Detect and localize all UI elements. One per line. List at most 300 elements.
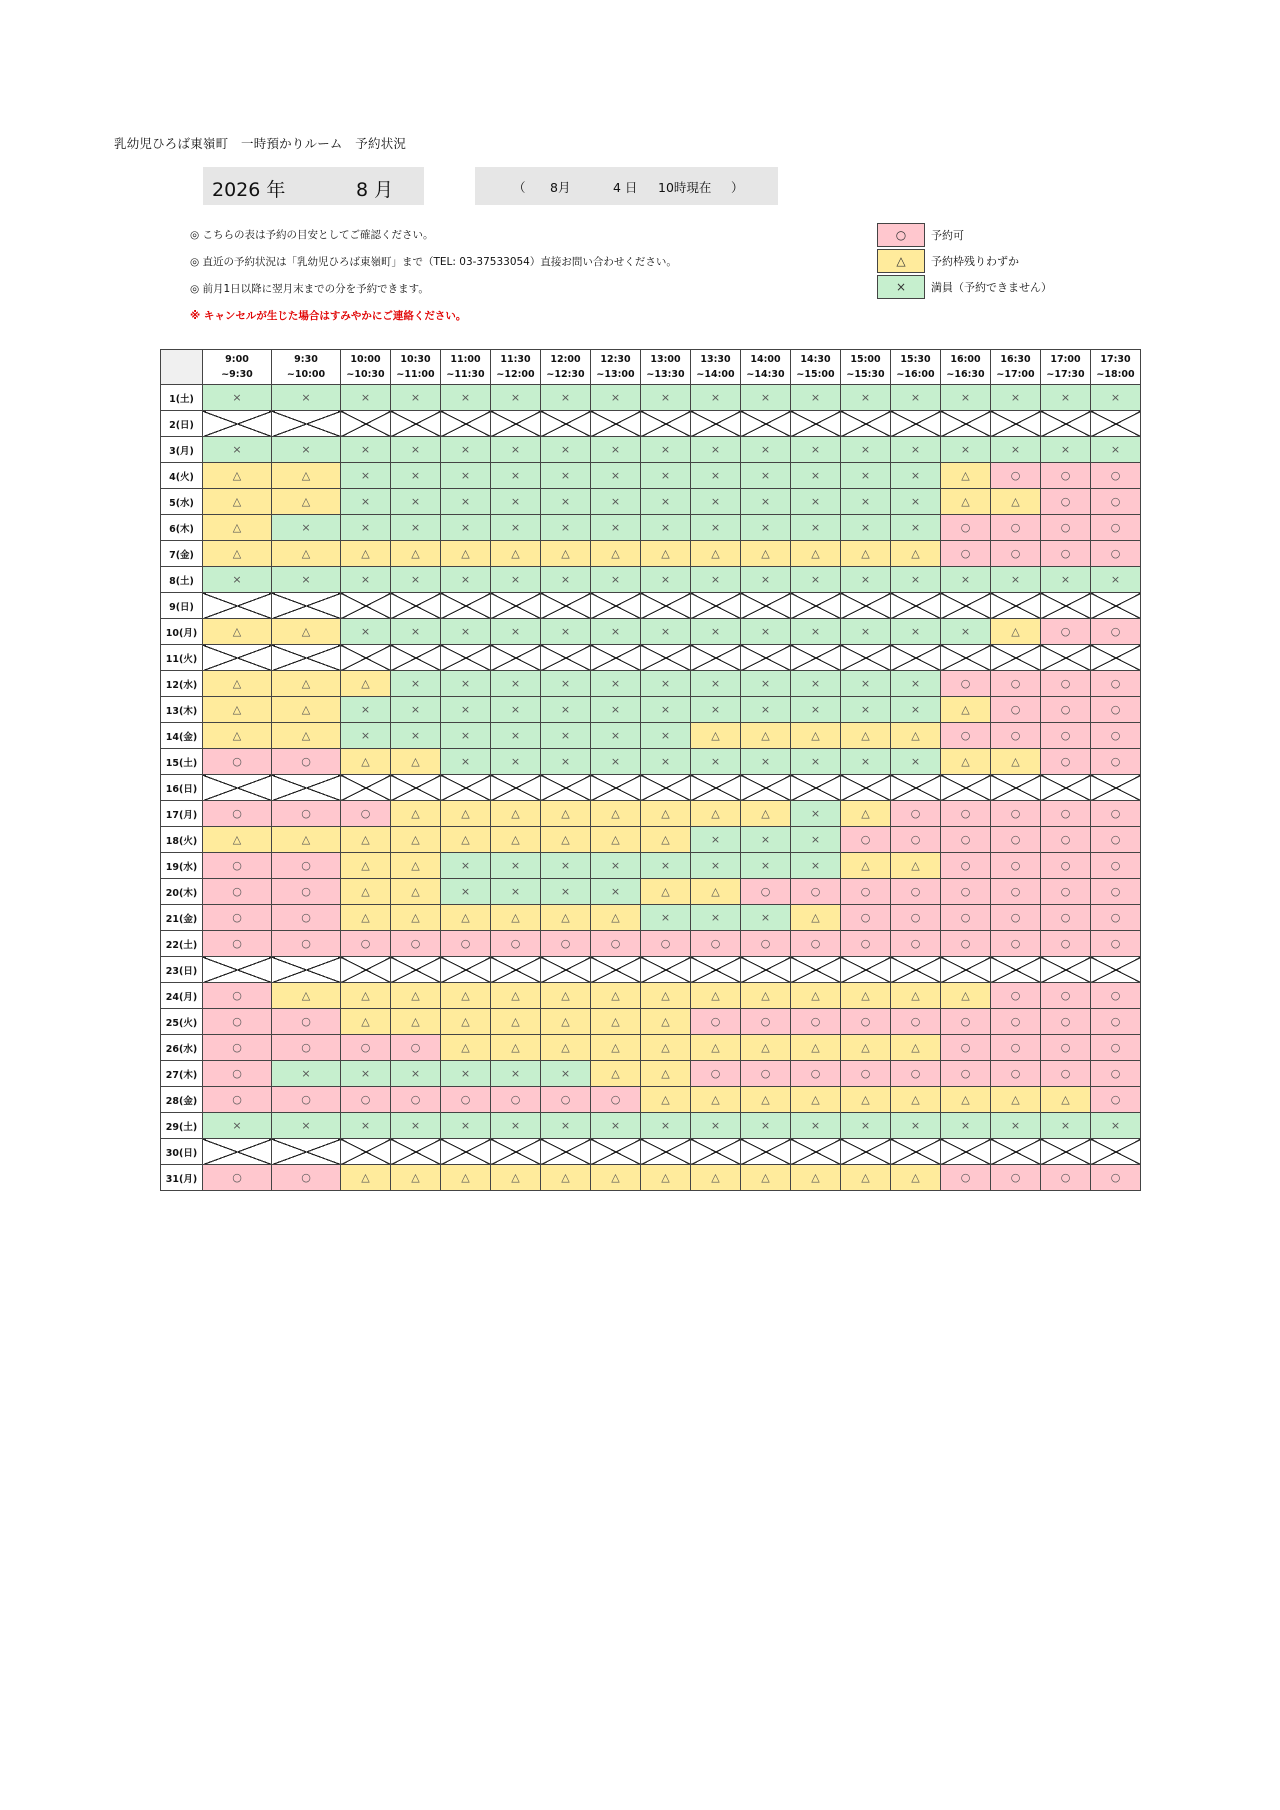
day-label: 20(木) (161, 879, 203, 905)
day-row (161, 593, 1141, 619)
closed-cell (741, 775, 791, 801)
time-slot-end: ~9:30 (221, 369, 253, 380)
day-label: 26(水) (161, 1035, 203, 1061)
status-cell: △ (441, 1035, 491, 1061)
status-cell: △ (341, 905, 391, 931)
status-cell: × (841, 463, 891, 489)
closed-cell (272, 593, 341, 619)
status-cell: △ (203, 463, 272, 489)
status-cell: △ (491, 983, 541, 1009)
status-cell: ○ (741, 1009, 791, 1035)
status-cell: × (541, 515, 591, 541)
closed-cell (691, 1139, 741, 1165)
status-cell: ○ (1091, 827, 1141, 853)
status-cell: ○ (591, 1087, 641, 1113)
status-cell: ○ (941, 1035, 991, 1061)
status-cell: × (491, 437, 541, 463)
status-cell: × (691, 463, 741, 489)
status-cell: △ (691, 983, 741, 1009)
time-slot-end: ~11:00 (396, 369, 435, 380)
status-cell: △ (941, 489, 991, 515)
closed-cell (891, 645, 941, 671)
status-cell: × (541, 463, 591, 489)
time-slot-end: ~13:30 (646, 369, 685, 380)
closed-cell (941, 411, 991, 437)
status-cell: ○ (1091, 489, 1141, 515)
day-row (161, 905, 1141, 931)
status-cell: △ (203, 619, 272, 645)
closed-cell (691, 775, 741, 801)
status-cell: × (341, 619, 391, 645)
status-cell: ○ (1091, 463, 1141, 489)
closed-cell (1091, 411, 1141, 437)
status-cell: ○ (991, 983, 1041, 1009)
status-cell: × (1091, 385, 1141, 411)
status-cell: × (741, 463, 791, 489)
closed-cell (591, 1139, 641, 1165)
status-cell: ○ (1091, 1035, 1141, 1061)
closed-cell (791, 411, 841, 437)
time-slot-header (991, 350, 1041, 385)
status-cell: △ (891, 723, 941, 749)
status-cell: ○ (641, 931, 691, 957)
closed-cell (1041, 411, 1091, 437)
status-cell: △ (541, 1165, 591, 1191)
status-cell: △ (391, 983, 441, 1009)
status-cell: ○ (203, 879, 272, 905)
status-cell: × (741, 515, 791, 541)
status-cell: × (491, 567, 541, 593)
status-cell: × (341, 723, 391, 749)
as-of-open-paren: （ (513, 180, 526, 195)
status-cell: ○ (1091, 515, 1141, 541)
status-cell: × (1091, 437, 1141, 463)
status-cell: △ (691, 1165, 741, 1191)
closed-cell (391, 775, 441, 801)
time-slot-start: 13:30 (700, 354, 731, 365)
legend-label-full: 満員（予約できません） (931, 281, 1052, 294)
status-cell: × (272, 437, 341, 463)
day-row (161, 437, 1141, 463)
status-cell: × (691, 905, 741, 931)
closed-cell (591, 775, 641, 801)
status-cell: × (391, 723, 441, 749)
time-slot-end: ~15:30 (846, 369, 885, 380)
status-cell: ○ (991, 1009, 1041, 1035)
status-cell: ○ (941, 671, 991, 697)
status-cell: ○ (491, 931, 541, 957)
year-label: 2026 年 (212, 179, 286, 201)
status-cell: △ (391, 879, 441, 905)
status-cell: × (272, 1061, 341, 1087)
status-cell: △ (391, 801, 441, 827)
status-cell: × (791, 515, 841, 541)
status-cell: ○ (203, 905, 272, 931)
closed-cell (203, 775, 272, 801)
time-slot-end: ~12:30 (546, 369, 585, 380)
time-slot-end: ~16:00 (896, 369, 935, 380)
status-cell: × (991, 437, 1041, 463)
closed-cell (891, 411, 941, 437)
legend-swatch-few: △ (877, 249, 925, 273)
status-cell: ○ (1041, 931, 1091, 957)
closed-cell (491, 957, 541, 983)
status-cell: × (441, 437, 491, 463)
closed-cell (203, 1139, 272, 1165)
note-cancel-warning: ※ キャンセルが生じた場合はすみやかにご連絡ください。 (190, 310, 467, 322)
day-row (161, 1139, 1141, 1165)
time-slot-header (791, 350, 841, 385)
closed-cell (741, 957, 791, 983)
closed-cell (272, 775, 341, 801)
status-cell: △ (441, 983, 491, 1009)
status-cell: × (691, 619, 741, 645)
status-cell: × (441, 385, 491, 411)
status-cell: ○ (991, 671, 1041, 697)
status-cell: △ (591, 801, 641, 827)
status-cell: ○ (1041, 1061, 1091, 1087)
status-cell: ○ (1041, 515, 1091, 541)
status-cell: △ (341, 1009, 391, 1035)
as-of-box (475, 167, 778, 205)
status-cell: △ (641, 1009, 691, 1035)
status-cell: × (891, 437, 941, 463)
status-cell: △ (641, 1035, 691, 1061)
status-cell: △ (841, 1035, 891, 1061)
status-cell: ○ (272, 801, 341, 827)
closed-cell (441, 411, 491, 437)
status-cell: ○ (203, 931, 272, 957)
closed-cell (841, 411, 891, 437)
day-label: 13(木) (161, 697, 203, 723)
status-cell: ○ (1041, 801, 1091, 827)
day-row (161, 489, 1141, 515)
status-cell: △ (941, 983, 991, 1009)
status-cell: ○ (891, 1009, 941, 1035)
status-cell: × (841, 489, 891, 515)
status-cell: × (441, 671, 491, 697)
status-cell: △ (741, 801, 791, 827)
status-cell: × (841, 749, 891, 775)
status-cell: × (1041, 437, 1091, 463)
status-cell: × (791, 1113, 841, 1139)
status-cell: ○ (203, 1035, 272, 1061)
day-row (161, 983, 1141, 1009)
status-cell: △ (741, 723, 791, 749)
day-row (161, 853, 1141, 879)
status-cell: × (891, 749, 941, 775)
status-cell: × (741, 749, 791, 775)
status-cell: × (741, 853, 791, 879)
status-cell: △ (272, 723, 341, 749)
status-cell: △ (491, 1165, 541, 1191)
status-cell: × (1041, 567, 1091, 593)
status-cell: ○ (791, 931, 841, 957)
legend-item-few (877, 248, 1052, 274)
status-cell: ○ (1041, 463, 1091, 489)
status-cell: △ (491, 1009, 541, 1035)
closed-cell (841, 775, 891, 801)
legend-item-full (877, 274, 1052, 300)
time-slot-end: ~13:00 (596, 369, 635, 380)
legend-swatch-available: ○ (877, 223, 925, 247)
status-cell: ○ (541, 931, 591, 957)
closed-cell (691, 957, 741, 983)
closed-cell (791, 593, 841, 619)
status-cell: △ (991, 749, 1041, 775)
time-slot-start: 10:30 (400, 354, 431, 365)
status-cell: × (591, 567, 641, 593)
status-cell: × (591, 853, 641, 879)
time-slot-header (591, 350, 641, 385)
status-cell: × (941, 567, 991, 593)
status-cell: × (441, 723, 491, 749)
closed-cell (791, 957, 841, 983)
status-cell: ○ (1041, 723, 1091, 749)
status-cell: △ (591, 541, 641, 567)
status-cell: × (641, 567, 691, 593)
closed-cell (891, 1139, 941, 1165)
status-cell: ○ (391, 1087, 441, 1113)
time-slot-end: ~14:00 (696, 369, 735, 380)
status-cell: △ (591, 1035, 641, 1061)
time-slot-start: 11:00 (450, 354, 481, 365)
status-cell: △ (591, 827, 641, 853)
status-cell: × (891, 463, 941, 489)
closed-cell (641, 411, 691, 437)
as-of-day: 4 日 (613, 180, 638, 195)
status-cell: △ (391, 1009, 441, 1035)
status-cell: △ (641, 879, 691, 905)
as-of-time: 10時現在 (658, 180, 712, 195)
status-cell: × (991, 1113, 1041, 1139)
status-cell: △ (891, 1165, 941, 1191)
status-cell: ○ (1091, 905, 1141, 931)
status-cell: ○ (991, 541, 1041, 567)
status-cell: △ (391, 541, 441, 567)
day-label: 5(水) (161, 489, 203, 515)
day-label: 24(月) (161, 983, 203, 1009)
closed-cell (1041, 775, 1091, 801)
closed-cell (541, 645, 591, 671)
status-cell: △ (203, 827, 272, 853)
closed-cell (641, 645, 691, 671)
day-row (161, 515, 1141, 541)
status-cell: △ (591, 1165, 641, 1191)
day-label: 10(月) (161, 619, 203, 645)
status-cell: × (203, 437, 272, 463)
status-cell: × (641, 749, 691, 775)
status-cell: × (591, 749, 641, 775)
status-cell: ○ (272, 853, 341, 879)
closed-cell (341, 775, 391, 801)
closed-cell (941, 593, 991, 619)
status-cell: ○ (1041, 541, 1091, 567)
closed-cell (341, 645, 391, 671)
status-cell: × (691, 697, 741, 723)
status-cell: × (641, 723, 691, 749)
time-slot-header (941, 350, 991, 385)
status-cell: △ (391, 1165, 441, 1191)
status-cell: × (341, 697, 391, 723)
day-row (161, 1165, 1141, 1191)
closed-cell (841, 1139, 891, 1165)
day-row (161, 827, 1141, 853)
status-cell: ○ (341, 801, 391, 827)
closed-cell (991, 411, 1041, 437)
status-cell: × (891, 619, 941, 645)
day-row (161, 385, 1141, 411)
status-cell: ○ (691, 931, 741, 957)
status-cell: ○ (791, 1009, 841, 1035)
status-cell: ○ (1091, 697, 1141, 723)
day-label: 23(日) (161, 957, 203, 983)
status-cell: △ (741, 983, 791, 1009)
status-cell: ○ (991, 463, 1041, 489)
status-cell: △ (841, 541, 891, 567)
status-cell: ○ (1041, 983, 1091, 1009)
status-cell: × (541, 723, 591, 749)
status-cell: × (491, 1061, 541, 1087)
closed-cell (1091, 645, 1141, 671)
status-cell: × (491, 671, 541, 697)
status-cell: × (541, 619, 591, 645)
status-cell: △ (591, 1009, 641, 1035)
time-slot-start: 17:30 (1100, 354, 1131, 365)
status-cell: × (741, 671, 791, 697)
status-cell: × (991, 567, 1041, 593)
status-cell: ○ (591, 931, 641, 957)
status-cell: △ (272, 541, 341, 567)
reservation-table (160, 349, 1141, 1191)
status-cell: × (791, 619, 841, 645)
status-cell: × (691, 567, 741, 593)
time-slot-header (741, 350, 791, 385)
status-cell: ○ (1041, 671, 1091, 697)
status-cell: ○ (272, 749, 341, 775)
status-cell: × (891, 697, 941, 723)
status-cell: ○ (941, 827, 991, 853)
status-cell: △ (791, 1165, 841, 1191)
status-cell: × (541, 437, 591, 463)
time-slot-header (691, 350, 741, 385)
closed-cell (441, 593, 491, 619)
closed-cell (741, 411, 791, 437)
status-cell: △ (391, 749, 441, 775)
status-cell: ○ (1041, 1165, 1091, 1191)
status-cell: × (441, 619, 491, 645)
status-cell: △ (341, 749, 391, 775)
page-title: 乳幼児ひろば東嶺町 一時預かりルーム 予約状況 (114, 136, 407, 151)
status-cell: × (591, 697, 641, 723)
status-cell: × (591, 1113, 641, 1139)
status-cell: ○ (891, 931, 941, 957)
status-cell: ○ (941, 801, 991, 827)
day-label: 30(日) (161, 1139, 203, 1165)
day-row (161, 801, 1141, 827)
status-cell: × (1091, 567, 1141, 593)
status-cell: × (541, 671, 591, 697)
status-cell: △ (491, 905, 541, 931)
status-cell: △ (272, 619, 341, 645)
status-cell: △ (591, 905, 641, 931)
status-cell: △ (391, 827, 441, 853)
status-cell: ○ (1041, 905, 1091, 931)
day-row (161, 879, 1141, 905)
closed-cell (891, 775, 941, 801)
closed-cell (541, 775, 591, 801)
status-cell: ○ (272, 1087, 341, 1113)
status-cell: △ (441, 1165, 491, 1191)
status-cell: × (541, 853, 591, 879)
status-cell: ○ (941, 1009, 991, 1035)
status-cell: × (941, 1113, 991, 1139)
status-cell: △ (491, 541, 541, 567)
time-slot-header (841, 350, 891, 385)
status-cell: × (391, 489, 441, 515)
as-of-close-paren: ） (731, 180, 744, 195)
status-cell: ○ (741, 1061, 791, 1087)
status-cell: × (691, 1113, 741, 1139)
status-cell: × (272, 385, 341, 411)
status-cell: × (791, 801, 841, 827)
status-cell: ○ (391, 1035, 441, 1061)
status-cell: × (941, 385, 991, 411)
status-cell: × (691, 385, 741, 411)
closed-cell (1091, 593, 1141, 619)
status-cell: △ (941, 749, 991, 775)
day-label: 18(火) (161, 827, 203, 853)
status-cell: ○ (1091, 671, 1141, 697)
status-cell: ○ (1091, 853, 1141, 879)
status-cell: △ (441, 1009, 491, 1035)
status-cell: × (741, 437, 791, 463)
time-slot-end: ~18:00 (1096, 369, 1135, 380)
status-cell: △ (941, 463, 991, 489)
status-cell: × (791, 385, 841, 411)
closed-cell (391, 645, 441, 671)
status-cell: × (841, 515, 891, 541)
day-label: 3(月) (161, 437, 203, 463)
closed-cell (591, 593, 641, 619)
status-cell: ○ (203, 853, 272, 879)
closed-cell (941, 957, 991, 983)
closed-cell (491, 645, 541, 671)
status-cell: ○ (991, 723, 1041, 749)
status-cell: △ (891, 1035, 941, 1061)
closed-cell (1041, 593, 1091, 619)
status-cell: ○ (991, 801, 1041, 827)
closed-cell (391, 593, 441, 619)
time-slot-start: 17:00 (1050, 354, 1081, 365)
status-cell: △ (341, 879, 391, 905)
status-cell: △ (791, 1087, 841, 1113)
time-slot-start: 15:30 (900, 354, 931, 365)
closed-cell (203, 593, 272, 619)
status-cell: △ (791, 905, 841, 931)
closed-cell (541, 411, 591, 437)
legend-item-available (877, 222, 1052, 248)
status-cell: ○ (841, 905, 891, 931)
time-slot-header (391, 350, 441, 385)
status-cell: × (491, 853, 541, 879)
closed-cell (991, 1139, 1041, 1165)
status-cell: △ (441, 541, 491, 567)
status-cell: ○ (891, 801, 941, 827)
status-cell: ○ (1041, 1009, 1091, 1035)
status-cell: ○ (203, 1009, 272, 1035)
note-booking-window: ◎ 前月1日以降に翌月末までの分を予約できます。 (190, 283, 429, 295)
